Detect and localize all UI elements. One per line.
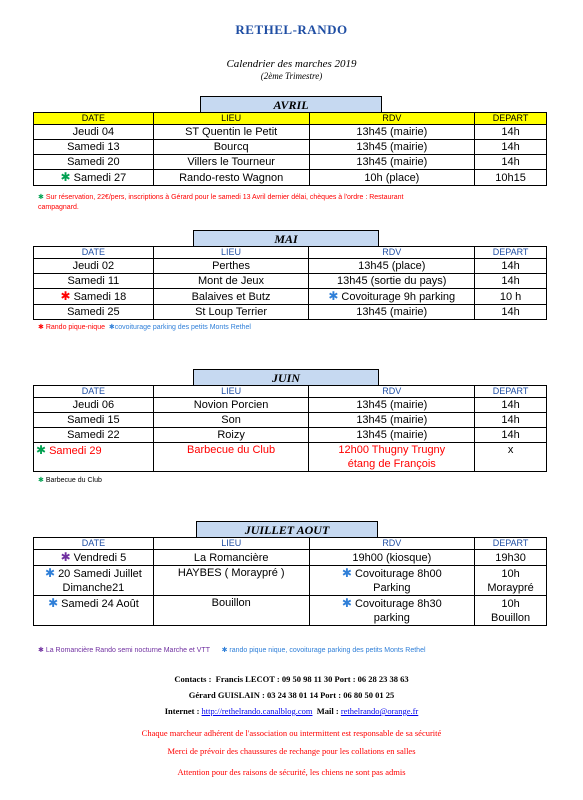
col-rdv: RDV xyxy=(309,113,475,125)
table-row: Samedi 15 Son 13h45 (mairie) 14h xyxy=(34,413,547,428)
month-title-avril: AVRIL xyxy=(200,96,382,113)
asterisk-icon: ✱ xyxy=(38,194,44,201)
warning-security: Chaque marcheur adhérent de l'association ou intermittent est responsable de sa sécurité xyxy=(141,728,442,738)
asterisk-icon: ✱ xyxy=(328,289,339,303)
table-row: ✱ Samedi 18 Balaives et Butz ✱ Covoiturage 9h parking 10 h xyxy=(34,289,547,305)
asterisk-icon: ✱ xyxy=(45,566,56,580)
month-title-mai: MAI xyxy=(193,230,379,247)
asterisk-icon: ✱ xyxy=(38,647,44,654)
table-row: Jeudi 06 Novion Porcien 13h45 (mairie) 14h xyxy=(34,398,547,413)
table-row: Jeudi 02 Perthes 13h45 (place) 14h xyxy=(34,259,547,274)
contacts-internet: Internet : http://rethelrando.canalblog.com Mail : rethelrando@orange.fr xyxy=(164,706,419,716)
month-title-juin: JUIN xyxy=(193,369,379,386)
website-link[interactable]: http://rethelrando.canalblog.com xyxy=(201,706,313,716)
asterisk-icon: ✱ xyxy=(60,170,71,184)
table-row: Samedi 13 Bourcq 13h45 (mairie) 14h xyxy=(34,140,547,155)
juin-note: ✱ Barbecue du Club xyxy=(38,477,102,484)
table-row: Samedi 25 St Loup Terrier 13h45 (mairie) 14h xyxy=(34,305,547,320)
table-row: ✱ Vendredi 5 La Romancière 19h00 (kiosque) 19h30 xyxy=(34,550,547,566)
table-row: ✱ Samedi 24 Août Bouillon ✱ Covoiturage 8h30 parking 10h Bouillon xyxy=(34,596,547,626)
contacts-line1: Contacts : Francis LECOT : 09 50 98 11 30 Port : 06 28 23 38 63 xyxy=(174,674,409,684)
juillet-table: DATE LIEU RDV DEPART ✱ Vendredi 5 La Romancière 19h00 (kiosque) 19h30 ✱ 20 Samedi Juillet Dimanche21 HAYBES ( Moraypré ) ✱ Covoiturage 8h00 Parking 10h Moraypré ✱ Samedi 24 Août Bouillon ✱ Covoiturage 8h30 parking 10h Bouillon xyxy=(33,537,547,626)
table-row: ✱ 20 Samedi Juillet Dimanche21 HAYBES ( Moraypré ) ✱ Covoiturage 8h00 Parking 10h Moraypré xyxy=(34,566,547,596)
table-row: ✱ Samedi 29 Barbecue du Club 12h00 Thugny Trugny étang de François x xyxy=(34,443,547,472)
asterisk-icon: ✱ xyxy=(60,550,71,564)
table-row: Samedi 20 Villers le Tourneur 13h45 (mairie) 14h xyxy=(34,155,547,170)
col-lieu: LIEU xyxy=(153,113,309,125)
col-date: DATE xyxy=(34,113,154,125)
asterisk-icon: ✱ xyxy=(38,324,44,331)
asterisk-icon: ✱ xyxy=(60,289,71,303)
asterisk-icon: ✱ xyxy=(36,443,47,457)
juin-table: DATE LIEU RDV DEPART Jeudi 06 Novion Porcien 13h45 (mairie) 14h Samedi 15 Son 13h45 (mairie) 14h Samedi 22 Roizy 13h45 (mairie) 14h ✱ Samedi 29 Barbecue du Club 12h00 Thugny Trugny étang de François x xyxy=(33,385,547,472)
asterisk-icon: ✱ xyxy=(341,596,352,610)
asterisk-icon: ✱ xyxy=(108,324,115,331)
table-row: Samedi 22 Roizy 13h45 (mairie) 14h xyxy=(34,428,547,443)
email-link[interactable]: rethelrando@orange.fr xyxy=(340,706,419,716)
avril-table xyxy=(33,112,547,186)
mai-table: DATE LIEU RDV DEPART Jeudi 02 Perthes 13h45 (place) 14h Samedi 11 Mont de Jeux 13h45 (sortie du pays) 14h ✱ Samedi 18 Balaives et Butz ✱ Covoiturage 9h parking 10 h Samedi 25 St Loup Terrier 13h45 (mairie) 14h xyxy=(33,246,547,320)
col-depart: DEPART xyxy=(475,113,547,125)
page-title: RETHEL-RANDO xyxy=(235,22,348,37)
table-row: Jeudi 04 ST Quentin le Petit 13h45 (mairie) 14h xyxy=(34,125,547,140)
asterisk-icon: ✱ xyxy=(48,596,59,610)
contacts-line2: Gérard GUISLAIN : 03 24 38 01 14 Port : 06 80 50 01 25 xyxy=(188,690,395,700)
table-row: ✱ Samedi 27 Rando-resto Wagnon 10h (place) 10h15 xyxy=(34,170,547,186)
month-title-juillet-aout: JUILLET AOUT xyxy=(196,521,378,538)
trimester-label: (2ème Trimestre) xyxy=(260,71,323,81)
asterisk-icon: ✱ xyxy=(341,566,352,580)
warning-dogs: Attention pour des raisons de sécurité, les chiens ne sont pas admis xyxy=(177,767,406,777)
calendar-subtitle: Calendrier des marches 2019 xyxy=(226,58,357,70)
asterisk-icon: ✱ xyxy=(38,477,44,484)
warning-shoes: Merci de prévoir des chaussures de rechange pour les collations en salles xyxy=(167,746,416,756)
table-row: Samedi 11 Mont de Jeux 13h45 (sortie du pays) 14h xyxy=(34,274,547,289)
avril-note: ✱ Sur réservation, 22€/pers, inscriptions à Gérard pour le samedi 13 Avril dernier délai, chèques à l'ordre : Restaurant campagnard. xyxy=(38,194,404,211)
mai-note: ✱ Rando pique-nique ✱covoiturage parking des petits Monts Rethel xyxy=(38,324,251,331)
asterisk-icon: ✱ xyxy=(221,647,228,654)
juillet-note: ✱ La Romancière Rando semi nocturne Marche et VTT ✱ rando pique nique, covoiturage parking des petits Monts Rethel xyxy=(38,647,426,654)
